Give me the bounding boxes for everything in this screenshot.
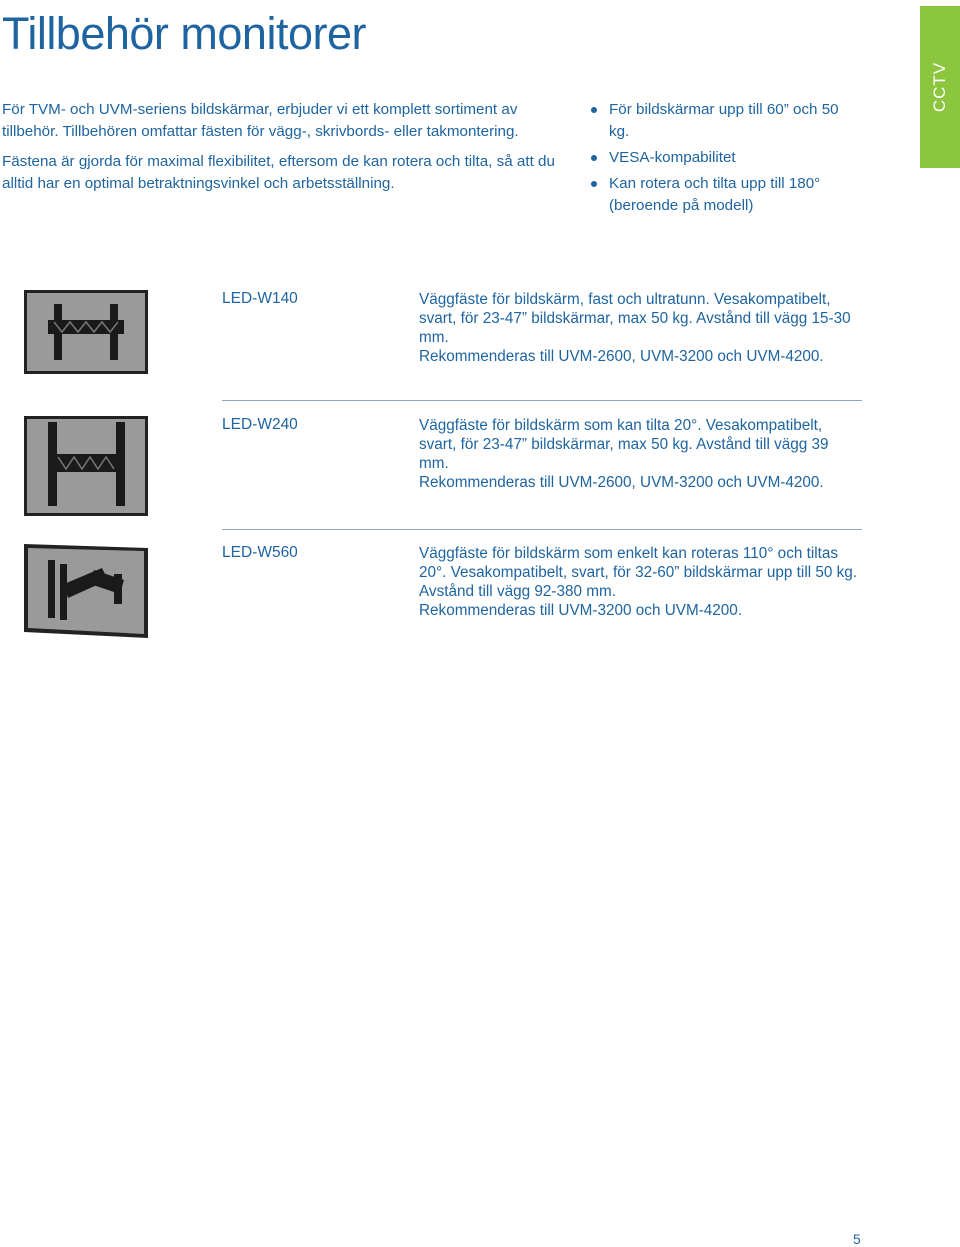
intro-text: [2, 99, 562, 203]
feature-item: VESA-kompabilitet: [589, 147, 859, 169]
divider: [222, 529, 862, 530]
product-image-led-w240: [24, 416, 148, 521]
product-description: [419, 416, 859, 492]
intro-paragraph: För TVM- och UVM-seriens bildskärmar, erbjuder vi ett komplett sortiment av tillbehör. Tillbehören omfattar fästen för vägg-, skrivbords- eller takmontering.: [2, 101, 519, 140]
feature-item: Kan rotera och tilta upp till 180° (beroende på modell): [589, 173, 859, 217]
divider: [222, 400, 862, 401]
product-code: LED-W140: [222, 290, 298, 307]
wall-mount-icon: [24, 290, 148, 374]
product-recommendation: Rekommenderas till UVM-3200 och UVM-4200.: [419, 602, 743, 619]
product-description-text: Väggfäste för bildskärm, fast och ultratunn. Vesakompatibelt, svart, för 23-47” bildskärmar, max 50 kg. Avstånd till vägg 15-30 mm.: [419, 291, 851, 346]
page-title: Tillbehör monitorer: [2, 8, 366, 59]
product-code: LED-W240: [222, 416, 298, 433]
product-image-led-w140: [24, 290, 148, 379]
section-tab-label: CCTV: [930, 61, 949, 113]
product-description: [419, 544, 859, 620]
section-tab: [920, 6, 960, 168]
intro-paragraph: Fästena är gjorda för maximal flexibilitet, eftersom de kan rotera och tilta, så att du alltid har en optimal betraktningsvinkel och arbetsställning.: [2, 153, 555, 192]
wall-mount-icon: [24, 416, 148, 516]
product-description: [419, 290, 859, 366]
product-code: LED-W560: [222, 544, 298, 561]
product-recommendation: Rekommenderas till UVM-2600, UVM-3200 och UVM-4200.: [419, 348, 824, 365]
product-image-led-w560: [24, 544, 148, 643]
feature-list: [589, 99, 859, 221]
wall-mount-icon: [24, 544, 148, 638]
product-description-text: Väggfäste för bildskärm som kan tilta 20°. Vesakompatibelt, svart, för 23-47” bildskärmar, max 50 kg. Avstånd till vägg 39 mm.: [419, 417, 829, 472]
feature-item: För bildskärmar upp till 60” och 50 kg.: [589, 99, 859, 143]
product-description-text: Väggfäste för bildskärm som enkelt kan roteras 110° och tiltas 20°. Vesakompatibelt, svart, för 32-60” bildskärmar upp till 50 kg. Avstånd till vägg 92-380 mm.: [419, 545, 858, 600]
page-number: 5: [853, 1231, 861, 1247]
product-recommendation: Rekommenderas till UVM-2600, UVM-3200 och UVM-4200.: [419, 474, 824, 491]
